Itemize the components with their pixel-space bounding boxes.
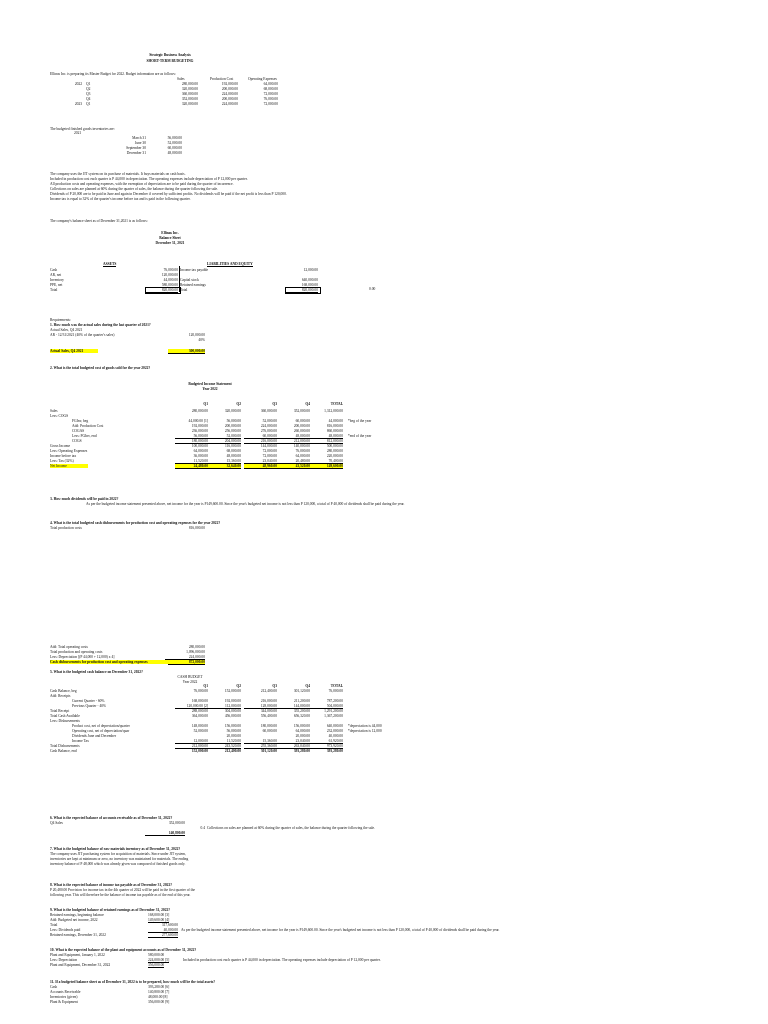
is-cell: 149,600.00 [310,464,343,469]
is-row-sublabel: COGAS [72,429,85,433]
is-row-note: *beg of the year [348,419,372,423]
cb-cell: 973,920.00 [310,744,343,749]
input-year: 2023 [74,102,82,106]
q11-asset-label: Plant & Equipment [50,1000,78,1004]
q6-value1: 352,000.00 [168,821,185,825]
is-row-sublabel: Add: Production Cost [72,424,104,428]
input-quarter: Q1 [86,102,91,106]
is-cell: 64,000.00 [295,454,310,458]
bs-liabilities-total-box [285,287,321,294]
bs-divider [179,266,180,292]
is-cell: 200,000.00 [293,424,310,428]
intro-text: Ellinas Inc. is preparing its Master Budget for 2022. Budget information are as follows: [50,72,176,76]
is-cell: 116,000.00 [224,444,241,448]
cb-col-header: Q4 [305,684,310,688]
bs-title: Balance Sheet [159,236,181,240]
is-cell: 192,000.00 [191,424,208,428]
is-row-label: Less: Tax (32%) [50,459,74,463]
assumption-line: Included in production cost each quarter is P 44,000 in depreciation. The operating expenses include depreciation of P 12,000 per quarter. [50,177,248,181]
bs-liability-label: Retained earnings [180,283,206,287]
q9-line4: Less: Dividends paid [50,928,81,932]
cb-col-header: Q2 [236,684,241,688]
cb-cell: 20,000.00 [295,734,310,738]
cb-cell: 12,000.00 [175,739,208,744]
q3-question: 3. How much dividends will be paid in 2022? [50,497,119,501]
input-year: 2022 [74,82,82,86]
cb-cell: 556,400.00 [260,714,277,718]
q9-note: As per the budgeted income statement presented above, net income for the year is P149,600.00. Since the year's budgeted net income is not less than P 120,000, a total of P 40,000 of dividends shall be paid during the year. [181,928,500,932]
cb-cell: 232,000.00 [326,729,343,733]
bs-date: December 31, 2021 [155,241,185,245]
q7-question: 7. What is the budgeted balance of raw materials inventory as of December 31, 2022? [50,847,181,851]
is-cell: 68,000.00 [226,449,241,453]
assumption-line: Income tax is equal to 32% of the quarter's income before tax and is paid in the following quarter. [50,197,191,201]
is-col-header: Q1 [203,402,208,406]
is-row-sublabel: Less: FGInv, end [72,434,97,438]
input-production-cost: 192,000.00 [221,82,238,86]
cb-cell: 156,000.00 [293,724,310,728]
cb-cell: 640,000.00 [326,724,343,728]
is-cell: 48,000.00 [310,434,343,439]
cb-cell: 156,000.00 [224,724,241,728]
input-sales: 352,000.00 [181,97,198,101]
q2-question: 2. What is the total budgeted cost of goods sold for the year 2022? [50,366,151,370]
bs-asset-label: Cash [50,268,58,272]
is-cell: 256,000.00 [224,429,241,433]
inventory-value: 56,000.00 [167,136,182,140]
q1-line2: AR - 12/31/2021 (40% of the quarter's sales) [50,333,115,337]
is-cell: 32,640.00 [208,464,241,469]
q11-asset-value: 140,800.00 [7] [148,990,170,994]
cb-cell: 180,000.00 [260,724,277,728]
cb-cell: 304,000.00 [224,709,241,713]
q10-value1: 580,000.00 [148,953,165,957]
assumption-line: Dividends of P 20,000 are to be paid in June and again in December if covered by sufficient profits. No dividends will be paid if the net profit is less than P 120,000. [50,192,287,196]
sheet-title: Strategic Business Analysis [149,53,191,57]
q1-pct: 40% [198,338,205,342]
q1-answer: 300,000.00 [168,349,205,354]
is-cell: 70,400.00 [310,459,343,464]
is-cell: 64,000.00 [193,449,208,453]
cb-cell: 56,000.00 [226,729,241,733]
is-cell: 72,000.00 [262,454,277,458]
input-operating-expenses: 76,000.00 [263,97,278,101]
q4-answer: 872,000.00 [168,660,205,665]
q9-line2: Add: Budgeted net income, 2022 [50,918,98,922]
input-production-cost: 224,000.00 [221,102,238,106]
q8-question: 8. What is the expected balance of income tax payable as of December 31, 2022? [50,883,173,887]
q9-value4: 40,000.00 [148,928,178,933]
q10-answer: 356,000.00 [148,963,165,967]
cb-col-header: Q3 [272,684,277,688]
input-quarter: Q4 [86,97,91,101]
is-cell: 216,000.00 [244,439,277,444]
q8-line2: following year. This will therefore be the balance of income tax payable as of the end of this year. [50,893,191,897]
is-cell: 15,360.00 [208,459,241,464]
q10-note: Included in production cost each quarter is P 44,000 in depreciation. The operating expenses include depreciation of P 12,000 per quarter. [183,958,381,962]
cb-cell: 301,120.00 [293,689,310,693]
cb-row-sublabel: Previous Quarter - 40% [72,704,107,708]
bs-liability-value: 820,000.00 [285,288,318,293]
col-header-production-cost: Production Cost [210,77,234,81]
cb-cell: 23,040.00 [277,739,310,744]
q6-pct: 0.4 [200,826,205,830]
cb-cell: 211,200.00 [293,699,310,703]
inventory-value: 48,000.00 [167,151,182,155]
bs-liability-label: Income tax payable [180,268,209,272]
q10-line1: Plant and Equipment, January 1, 2022 [50,953,105,957]
q4-answer-label: Cash disbursements for production cost and operating expenses [50,660,168,664]
cb-cell: 20,000.00 [226,734,241,738]
q10-line3: Plant and Equipment, December 31, 2022 [50,963,111,967]
inventory-date: March 31 [132,136,146,140]
bs-asset-label: PPE, net [50,283,63,287]
is-cell: 20,480.00 [277,459,310,464]
q11-asset-value: 393,280.00 [6] [148,985,170,989]
inventory-value: 52,000.00 [167,141,182,145]
is-cell: 360,000.00 [260,409,277,413]
is-cell: 280,000.00 [191,409,208,413]
bs-asset-value: 580,000.00 [161,283,178,287]
is-row-sublabel: COGS [72,439,82,443]
cb-cell: 1,291,200.00 [324,709,343,713]
q1-answer-label: Actual Sales, Q4 2021 [50,349,98,353]
cb-row-sublabel: Operating cost, net of depreciation/quar [72,729,130,733]
is-cell: 260,000.00 [293,429,310,433]
cb-cell: 76,000.00 [193,689,208,693]
cb-cell: 212,400.00 [224,749,241,753]
inventory-date: December 31 [126,151,146,155]
is-row-label: Gross Income [50,444,71,448]
is-row-note: *end of the year [348,434,372,438]
bs-asset-label: AR, net [50,273,62,277]
is-cell: 204,000.00 [208,439,241,444]
cb-cell: 393,280.00 [326,749,343,753]
inventory-intro: The budgeted finished goods inventories are: [50,127,115,131]
cb-row-sublabel: Current Quarter - 60% [72,699,105,703]
input-sales: 280,000.00 [181,82,198,86]
is-cell: 276,000.00 [260,429,277,433]
col-header-operating-expenses: Operating Expenses [248,77,277,81]
cb-cell: 148,000.00 [191,724,208,728]
cb-cell: 52,000.00 [193,729,208,733]
input-production-cost: 200,000.00 [221,87,238,91]
bs-liability-value: 168,000.00 [301,283,318,287]
q4-line1: Total production costs [50,526,82,530]
q10-question: 10. What is the expected balance of the plant and equipment accounts as of December 31, 2022? [50,948,197,952]
input-operating-expenses: 64,000.00 [263,82,278,86]
cb-cell: 112,000.00 [208,704,241,709]
is-cell: 180,000.00 [175,439,208,444]
is-cell: 52,000.00 [262,419,277,423]
q10-value2: 224,000.00 [5] [148,958,170,962]
cb-cell: 301,120.00 [260,749,277,753]
input-operating-expenses: 68,000.00 [263,87,278,91]
is-cell: 140,000.00 [293,444,310,448]
bs-liability-value: 12,000.00 [303,268,318,272]
is-col-header: Q4 [305,402,310,406]
input-quarter: Q2 [86,87,91,91]
cb-cell: 787,200.00 [326,699,343,703]
cb-cell: 212,400.00 [260,689,277,693]
cb-cell: 504,000.00 [310,704,343,709]
is-cell: 280,000.00 [326,449,343,453]
q9-value1: 168,000.00 [3] [148,913,170,917]
inventory-value: 60,000.00 [167,146,182,150]
q9-line1: Retained earnings, beginning balance [50,913,104,917]
bs-liability-label: Capital stock [180,278,199,282]
bs-asset-label: Total [50,288,58,292]
bs-liability-value: 640,000.00 [301,278,318,282]
cb-row-label: Total Cash Available [50,714,80,718]
bs-liability-label: Total [180,288,188,292]
assumption-line: All production costs and operating expenses, with the exemption of depreciation are to be paid during the quarter of incurrence. [50,182,234,186]
cb-cell: 243,520.00 [208,744,241,749]
input-sales: 360,000.00 [181,92,198,96]
cb-row-label: Cash Balance, end [50,749,77,753]
is-cell: 812,000.00 [310,439,343,444]
cb-cell: 344,000.00 [260,709,277,713]
cb-row-sublabel: Dividends June and December [72,734,117,738]
input-operating-expenses: 72,000.00 [263,92,278,96]
is-cell: 224,000.00 [260,424,277,428]
q4-value4: 224,000.00 [165,655,205,660]
cb-cell: 1,367,200.00 [324,714,343,718]
q3-answer: As per the budgeted income statement presented above, net income for the year is P149,600.00. Since the year's budgeted net income is not less than P 120,000, a total of P 40,000 of dividends shall be paid during the year. [86,502,405,506]
cb-row-label: Total Disbursements [50,744,80,748]
is-cell: 236,000.00 [191,429,208,433]
q9-value2: 149,600.00 [4] [148,918,170,922]
is-cell: 76,000.00 [295,449,310,453]
requirements-label: Requirements: [50,318,71,322]
is-cell: 24,480.00 [175,464,208,469]
bs-asset-value: 820,000.00 [145,288,178,293]
cb-cell: 192,000.00 [224,699,241,703]
is-col-header: Q2 [236,402,241,406]
input-sales: 320,000.00 [181,87,198,91]
is-cell: 500,000.00 [326,444,343,448]
cb-cell: 120,000.00 [2] [175,704,208,709]
cb-cell: 656,320.00 [293,714,310,718]
q9-answer: 277,600.00 [148,933,178,938]
cb-row-note: *depreciation is 12,000 [348,729,382,733]
assumption-line: The company uses the JIT system on its purchase of materials. It buys materials on cash basis. [50,172,186,176]
q7-line2: inventories are kept at minimum or zero, no inventory was maintained for materials. The ending [50,857,189,861]
is-row-label: Income before tax [50,454,77,458]
q4-value1: 816,000.00 [188,526,205,530]
q7-line1: The company uses JIT purchasing system for acquisition of materials. Since under JIT system, [50,852,186,856]
q11-asset-value: 356,000.00 [9] [148,1000,170,1004]
cb-row-sublabel: Income Tax [72,739,89,743]
bs-check: 0.00 [369,287,376,291]
input-operating-expenses: 72,000.00 [263,102,278,106]
cb-row-label: Cash Balance, beg [50,689,77,693]
is-cell: 816,000.00 [326,424,343,428]
cb-cell: 216,000.00 [260,699,277,703]
q10-line2: Less: Depreciation [50,958,78,962]
input-quarter: Q1 [86,82,91,86]
cb-cell: 76,000.00 [328,689,343,693]
is-cell: 212,000.00 [277,439,310,444]
is-cell: 352,000.00 [293,409,310,413]
cb-row-note: *depreciation is 44,000 [348,724,382,728]
q1-question: 1. How much was the actual sales during the last quarter of 2021? [50,323,151,327]
is-col-header: Q3 [272,402,277,406]
q4-value3: 1,096,000.00 [186,650,205,654]
bs-liabilities-header: LIABILITIES AND EQUITY [207,262,253,266]
cb-row-label: Add: Receipts [50,694,71,698]
input-production-cost: 224,000.00 [221,92,238,96]
q9-question: 9. What is the budgeted balance of retained earnings as of December 31, 2022? [50,908,171,912]
cb-cell: 255,360.00 [244,744,277,749]
cb-cell: 355,200.00 [293,709,310,713]
is-cell: 60,000.00 [295,419,310,423]
q1-value2: 120,000.00 [188,333,205,337]
cb-cell: 64,000.00 [295,729,310,733]
cb-col-header: Q1 [203,684,208,688]
q11-question: 11. If a budgeted balance sheet as of December 31, 2022 is to be prepared, how much will be the total assets? [50,980,216,984]
is-row-label: Sales [50,409,58,413]
cb-cell: 40,000.00 [328,734,343,738]
q5-question: 5. What is the budgeted cash balance on December 31, 2022? [50,670,143,674]
is-cell: 23,040.00 [244,459,277,464]
q4-question: 4. What is the total budgeted cash disbursements for production cost and operating expenses for the year 2022? [50,521,221,525]
bs-assets-header: ASSETS [103,262,117,266]
is-cell: 48,000.00 [226,454,241,458]
is-row-label: Less: COGS [50,414,69,418]
bs-asset-value: 120,000.00 [161,273,178,277]
is-cell: 56,000.00 [175,434,208,439]
is-cell: 1,312,000.00 [324,409,343,413]
cb-cell: 144,000.00 [277,704,310,709]
input-production-cost: 200,000.00 [221,97,238,101]
cb-cell: 456,000.00 [224,714,241,718]
is-cell: 860,000.00 [326,429,343,433]
bs-asset-label: Inventory [50,278,64,282]
q4-value2: 280,000.00 [188,645,205,649]
q6-note: Collections on sales are planned at 60% during the quarter of sales, the balance during the quarter following the sale. [207,826,375,830]
q6-answer: 140,800.00 [145,831,185,836]
q4-line2: Add: Total operating costs [50,645,88,649]
is-cell: 100,000.00 [191,444,208,448]
inventory-date: June 30 [134,141,146,145]
is-cell: 220,000.00 [326,454,343,458]
inventory-date: September 30 [126,146,146,150]
is-cell: 11,520.00 [175,459,208,464]
q11-asset-label: Inventories (given) [50,995,78,999]
cb-cell: 364,000.00 [191,714,208,718]
is-cell: 72,000.00 [262,449,277,453]
q11-asset-label: Accounts Receivable [50,990,81,994]
q8-line1: P 20,480.00 Provision for income tax in the 4th quarter of 2022 will be paid in the first quarter of the [50,888,195,892]
is-cell: 36,000.00 [193,454,208,458]
cb-row-label: Total Receipt [50,709,70,713]
assumption-line: Collections on sales are planned at 60% during the quarter of sales, the balance during the quarter following the sale. [50,187,218,191]
sheet-subtitle: SHORT-TERM BUDGETING [146,58,194,63]
bs-company: Ellinas Inc. [161,231,179,235]
is-row-sublabel: FGInv, beg [72,419,89,423]
cb-cell: 15,360.00 [244,739,277,744]
is-row-label: Less: Operating Expenses [50,449,88,453]
bs-asset-value: 76,000.00 [163,268,178,272]
bs-asset-value: 44,000.00 [163,278,178,282]
bs-assets-total-box [145,287,181,294]
is-title: Budgeted Income Statement [188,382,232,386]
is-cell: 44,000.00 [1] [188,419,208,423]
q9-line5: Retained earnings, December 31, 2022 [50,933,106,937]
is-cell: 44,000.00 [328,419,343,423]
col-header-sales: Sales [177,77,185,81]
input-sales: 320,000.00 [181,102,198,106]
is-cell: 144,000.00 [260,444,277,448]
cb-cell: 128,000.00 [244,704,277,709]
q11-asset-label: Cash [50,985,58,989]
is-row-label: Net Income [50,464,88,468]
balance-intro: The company's balance sheet as of December 31,2021 is as follows: [50,219,148,223]
is-cell: 52,000.00 [208,434,241,439]
cb-cell: 212,000.00 [175,744,208,749]
q6-line1: Q4 Sales [50,821,63,825]
cb-row-label: Less: Disbursements [50,719,80,723]
cb-cell: 168,000.00 [191,699,208,703]
cb-cell: 11,520.00 [208,739,241,744]
q4-line4: Less: Depreciation [(P 44,000 + 12,000) x 4] [50,655,115,659]
is-cell: 56,000.00 [226,419,241,423]
is-cell: 43,520.00 [277,464,310,469]
inventory-year: 2021 [74,131,82,135]
cb-year: Year 2022 [182,680,198,684]
input-quarter: Q3 [86,92,91,96]
q4-line3: Total production and operating costs [50,650,103,654]
q6-question: 6. What is the expected balance of accounts receivable as of December 31, 2022? [50,816,173,820]
cb-cell: 61,920.00 [310,739,343,744]
is-col-header: TOTAL [330,402,343,406]
cb-cell: 393,280.00 [293,749,310,753]
q9-line3: Total [50,923,58,927]
cb-cell: 152,000.00 [224,689,241,693]
cb-cell: 288,000.00 [191,709,208,713]
is-cell: 200,000.00 [224,424,241,428]
q1-line1: Actual Sales, Q4 2021 [50,328,83,332]
is-year: Year 2022 [202,387,218,391]
cb-row-sublabel: Product cost, net of depreciation/quarter [72,724,130,728]
q9-value3: 317,600.00 [161,923,178,927]
cb-title: CASH BUDGET [177,675,203,679]
is-cell: 48,000.00 [277,434,310,439]
cb-cell: 60,000.00 [262,729,277,733]
is-cell: 320,000.00 [224,409,241,413]
worksheet-page-2 [0,645,768,1024]
cb-cell: 263,040.00 [277,744,310,749]
cb-col-header: TOTAL [330,684,343,688]
cb-cell: 152,000.00 [191,749,208,753]
is-cell: 60,000.00 [244,434,277,439]
is-cell: 48,960.00 [244,464,277,469]
q7-line3: inventory balance of P 48,000 which was already given was composed of finished goods only. [50,862,186,866]
q11-asset-value: 48,000.00 [8] [148,995,168,999]
